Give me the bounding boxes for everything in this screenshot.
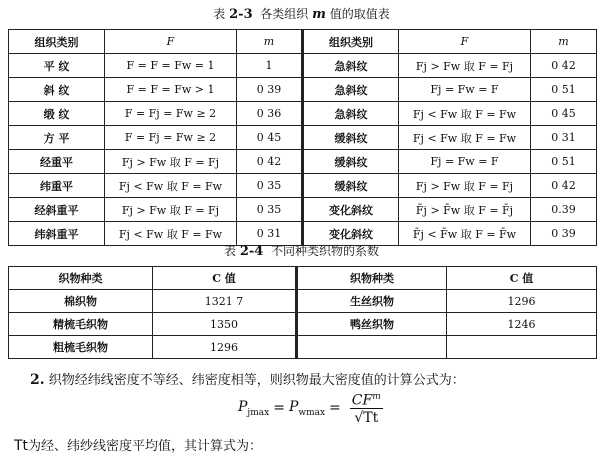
table-cell: 棉织物: [9, 290, 153, 313]
formula-numerator: $CF^m$: [350, 389, 383, 410]
table-row: [9, 313, 597, 336]
table-cell: 0 51: [531, 78, 597, 102]
table-cell: 0 42: [237, 150, 303, 174]
table-cell: Fj > Fw 取 F = Fj: [105, 198, 237, 222]
table-cell: 0 31: [237, 222, 303, 246]
table-cell: 经重平: [9, 150, 105, 174]
caption-prefix: 表: [213, 7, 226, 21]
caption-text-end: 值的取值表: [329, 7, 390, 21]
table-cell: 1296: [153, 336, 297, 359]
header-cell: C 值: [153, 267, 297, 290]
table-cell: 生丝织物: [297, 290, 447, 313]
table-cell: F = Fj = Fw ≥ 2: [105, 126, 237, 150]
table-cell: 鸭丝织物: [297, 313, 447, 336]
header-cell: 织物种类: [9, 267, 153, 290]
table-row: [9, 290, 597, 313]
table-cell: Fj < Fw 取 F = Fw: [399, 126, 531, 150]
table-cell: 平 纹: [9, 54, 105, 78]
caption-prefix: 表: [224, 244, 237, 258]
table-cell: 0 45: [237, 126, 303, 150]
table-cell: F = F = Fw > 1: [105, 78, 237, 102]
table-cell: 经斜重平: [9, 198, 105, 222]
formula-mid: $P_{wmax}$: [288, 398, 326, 418]
table-cell: [447, 336, 597, 359]
table-cell: Fj > Fw 取 F = Fj: [105, 150, 237, 174]
paragraph-tt: [14, 435, 262, 454]
table-cell: 缎 纹: [9, 102, 105, 126]
formula-denominator: √Tt: [354, 410, 379, 427]
table-cell: 0 45: [531, 102, 597, 126]
table-cell: F = Fj = Fw ≥ 2: [105, 102, 237, 126]
table-cell: 缓斜纹: [303, 126, 399, 150]
table-row: [9, 222, 597, 246]
header-cell: 组织类别: [303, 30, 399, 54]
table-cell: 0 42: [531, 174, 597, 198]
tt-symbol: Tt: [14, 438, 29, 454]
table-cell: 斜 纹: [9, 78, 105, 102]
table-cell: 1296: [447, 290, 597, 313]
header-cell: F: [399, 30, 531, 54]
table-cell: Fj > Fw 取 F = Fj: [399, 174, 531, 198]
header-cell: m: [237, 30, 303, 54]
table-cell: 1350: [153, 313, 297, 336]
table-2-3-caption: [0, 7, 603, 22]
table-cell: 1246: [447, 313, 597, 336]
table-cell: 缓斜纹: [303, 174, 399, 198]
table-cell: 纬斜重平: [9, 222, 105, 246]
table-2-4: [8, 266, 597, 359]
paragraph-text: 织物经纬线密度不等经、纬密度相等，则织物最大密度值的计算公式为：: [48, 373, 465, 388]
table-cell: 0 36: [237, 102, 303, 126]
table-cell: Fj < Fw 取 F = Fw: [105, 222, 237, 246]
table-cell: 0 51: [531, 150, 597, 174]
table-cell: 急斜纹: [303, 54, 399, 78]
table-cell: Fj = Fw = F: [399, 78, 531, 102]
table-cell: 急斜纹: [303, 78, 399, 102]
table-cell: 0 39: [531, 222, 597, 246]
table-header-row: [9, 267, 597, 290]
table-cell: F̄j > F̄w 取 F = F̄j: [399, 198, 531, 222]
formula-lhs: $P_{jmax}$: [238, 398, 270, 418]
formula-equals: =: [329, 400, 341, 416]
table-cell: 变化斜纹: [303, 222, 399, 246]
table-cell: 0 42: [531, 54, 597, 78]
formula-equals: =: [273, 400, 285, 416]
table-row: [9, 336, 597, 359]
table-cell: 0.39: [531, 198, 597, 222]
paragraph-2: [30, 369, 465, 388]
table-2-4-caption: [0, 244, 603, 259]
table-cell: Fj < Fw 取 F = Fw: [105, 174, 237, 198]
table-cell: 1: [237, 54, 303, 78]
table-row: [9, 102, 597, 126]
header-cell: C 值: [447, 267, 597, 290]
caption-number: 2-4: [239, 244, 264, 259]
table-cell: 变化斜纹: [303, 198, 399, 222]
header-cell: 织物种类: [297, 267, 447, 290]
table-cell: Fj = Fw = F: [399, 150, 531, 174]
table-cell: 0 35: [237, 198, 303, 222]
caption-text: 不同种类织物的系数: [270, 244, 379, 258]
table-row: [9, 78, 597, 102]
table-cell: 缓斜纹: [303, 150, 399, 174]
table-cell: 0 35: [237, 174, 303, 198]
table-row: [9, 54, 597, 78]
table-row: [9, 150, 597, 174]
table-cell: 0 39: [237, 78, 303, 102]
table-row: [9, 126, 597, 150]
table-cell: [297, 336, 447, 359]
header-cell: 组织类别: [9, 30, 105, 54]
paragraph-number: 2.: [30, 372, 45, 388]
table-cell: Fj > Fw 取 F = Fj: [399, 54, 531, 78]
header-cell: m: [531, 30, 597, 54]
table-row: [9, 174, 597, 198]
table-cell: F = F = Fw = 1: [105, 54, 237, 78]
formula-fraction: [350, 389, 383, 428]
table-2-3: [8, 29, 597, 246]
table-cell: Fj < Fw 取 F = Fw: [399, 102, 531, 126]
caption-text: 各类组织: [260, 7, 309, 21]
table-cell: 1321 7: [153, 290, 297, 313]
table-cell: 0 31: [531, 126, 597, 150]
max-density-formula: [238, 388, 383, 428]
header-cell: F: [105, 30, 237, 54]
table-row: [9, 198, 597, 222]
table-cell: 方 平: [9, 126, 105, 150]
paragraph-text: 为经、纬纱线密度平均值，其计算式为：: [28, 439, 263, 454]
table-cell: F̄j < F̄w 取 F = F̄w: [399, 222, 531, 246]
table-cell: 粗梳毛织物: [9, 336, 153, 359]
table-cell: 精梳毛织物: [9, 313, 153, 336]
table-cell: 纬重平: [9, 174, 105, 198]
caption-m: m: [312, 7, 326, 22]
table-cell: 急斜纹: [303, 102, 399, 126]
table-header-row: [9, 30, 597, 54]
caption-number: 2-3: [229, 7, 253, 22]
